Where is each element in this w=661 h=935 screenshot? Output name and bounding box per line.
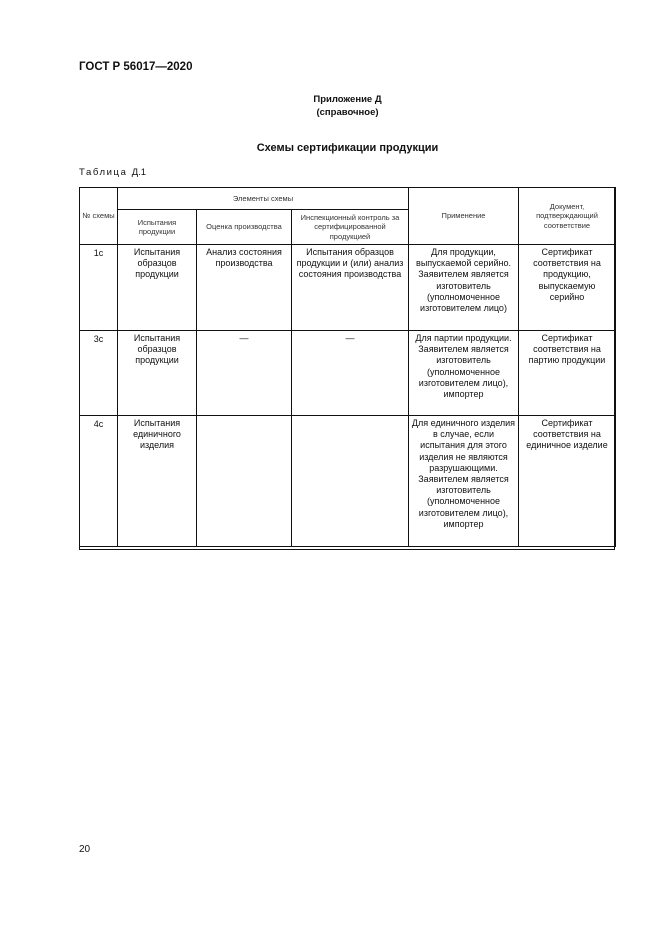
page-number: 20 [79,844,91,855]
cell-assessment: Анализ состояния производства [197,245,292,331]
cell-inspection: — [292,331,409,416]
cell-testing: Испытания образцов продукции [118,331,197,416]
header-application: Применение [409,188,519,245]
table-row [80,245,616,331]
table-label-word: Таблица [79,167,128,178]
certification-schemes-table [79,187,616,547]
table-label-number: Д.1 [131,167,147,178]
header-product-testing: Испытания продукции [118,210,197,245]
header-inspection-control: Инспекционный контроль за сертифицированной продукцией [292,210,409,245]
cell-scheme: 1с [80,245,118,331]
table-label [79,167,146,178]
appendix-subtitle: (справочное) [316,107,379,118]
cell-document: Сертификат соответствия на единичное изделие [519,416,616,547]
cell-document: Сертификат соответствия на партию продукции [519,331,616,416]
header-scheme-no: № схемы [80,188,118,245]
header-document: Документ, подтверждающий соответствие [519,188,616,245]
document-code: ГОСТ Р 56017—2020 [79,61,193,73]
section-title-text: Схемы сертификации продукции [256,142,439,154]
appendix-title: Приложение Д [313,94,382,105]
header-elements-group: Элементы схемы [118,188,409,210]
table-row [80,416,616,547]
header-production-assessment: Оценка производства [197,210,292,245]
appendix-heading [0,93,661,119]
cell-application: Для единичного изделия в случае, если испытания для этого изделия не являются разрушающими. Заявителем является изготовитель (уполномоченное изготовителем лицо), импортер [409,416,519,547]
table-row [80,331,616,416]
cell-inspection: Испытания образцов продукции и (или) анализ состояния производства [292,245,409,331]
cell-application: Для партии продукции. Заявителем является изготовитель (уполномоченное изготовителем лицо), импортер [409,331,519,416]
section-title [0,142,661,154]
cell-application: Для продукции, выпускаемой серийно. Заявителем является изготовитель (уполномоченное изготовителем лицо) [409,245,519,331]
cell-inspection [292,416,409,547]
cell-assessment: — [197,331,292,416]
cell-document: Сертификат соответствия на продукцию, выпускаемую серийно [519,245,616,331]
cell-assessment [197,416,292,547]
cell-scheme: 3с [80,331,118,416]
cell-testing: Испытания единичного изделия [118,416,197,547]
cell-testing: Испытания образцов продукции [118,245,197,331]
cell-scheme: 4с [80,416,118,547]
